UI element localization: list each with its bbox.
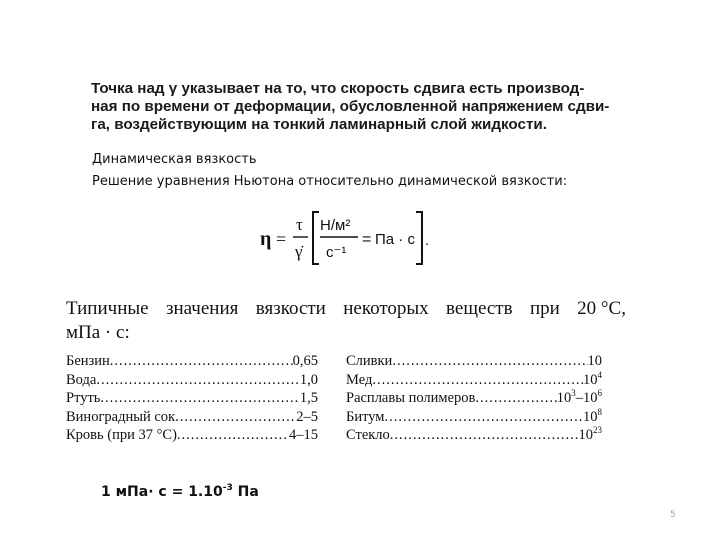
substance-name: Битум xyxy=(346,408,385,425)
substance-name: Сливки xyxy=(346,353,393,369)
formula-result: Па · с xyxy=(375,231,415,248)
formula-equals: = xyxy=(276,229,287,249)
substance-name: Кровь (при 37 °С) xyxy=(66,427,177,444)
viscosity-value: $10^8$ xyxy=(583,406,602,425)
viscosity-value: $10^3-10^6$ xyxy=(556,388,602,407)
list-item xyxy=(346,389,602,408)
formula-gamma-dot: γ̇ xyxy=(295,242,303,261)
viscosity-list-right xyxy=(346,352,602,445)
page-number: 5 xyxy=(670,510,676,520)
list-item xyxy=(66,408,318,427)
substance-name: Бензин xyxy=(66,353,110,369)
formula-unit-denominator: с⁻¹ xyxy=(326,244,347,261)
intro-line: Точка над γ указывает на то, что скорость сдвига есть производ- xyxy=(91,80,585,97)
viscosity-list-left xyxy=(66,352,318,445)
title-word: веществ xyxy=(446,298,513,319)
list-item xyxy=(66,371,318,390)
viscosity-value: 1,5 xyxy=(299,390,318,407)
title-word: значения xyxy=(165,298,239,319)
formula-equals-2: = xyxy=(362,231,372,248)
title-word: некоторых xyxy=(343,298,429,319)
formula-unit-numerator: Н/м² xyxy=(320,217,351,234)
substance-name: Виноградный сок xyxy=(66,408,176,425)
viscosity-value: 10 xyxy=(587,353,602,369)
left-bracket xyxy=(313,212,319,264)
title-line-2: мПа · с: xyxy=(66,322,130,343)
formula-tau: τ xyxy=(296,215,303,234)
list-item xyxy=(346,371,602,390)
title-word: при xyxy=(529,298,560,319)
viscosity-formula xyxy=(258,208,438,268)
list-item xyxy=(66,352,318,371)
list-item xyxy=(346,352,602,371)
intro-line: ная по времени от деформации, обусловленной напряжением сдви- xyxy=(91,98,610,115)
right-bracket xyxy=(416,212,422,264)
dynamic-viscosity-text: Решение уравнения Ньютона относительно динамической вязкости: xyxy=(92,174,568,189)
list-item xyxy=(346,408,602,427)
intro-paragraph xyxy=(91,80,636,134)
list-item xyxy=(346,426,602,445)
viscosity-value: 4–15 xyxy=(289,427,318,444)
title-word: вязкости xyxy=(255,298,326,319)
formula-eta: η xyxy=(260,228,272,250)
substance-name: Мед xyxy=(346,371,373,388)
list-item xyxy=(66,389,318,408)
list-item xyxy=(66,426,318,445)
substance-name: Расплавы полимеров xyxy=(346,390,476,407)
substance-name: Вода xyxy=(66,371,97,388)
viscosity-value: 0,65 xyxy=(292,353,318,369)
intro-line: га, воздействующим на тонкий ламинарный слой жидкости. xyxy=(91,116,547,133)
typical-values-title xyxy=(66,297,626,345)
viscosity-value: 1,0 xyxy=(299,371,318,388)
viscosity-value: $10^4$ xyxy=(583,369,602,388)
substance-name: Стекло xyxy=(346,427,390,444)
unit-equation: 1 $мПа\cdot с = 1.10^{-3}$ Па xyxy=(101,483,259,500)
viscosity-value: $10^{23}$ xyxy=(578,425,602,444)
dynamic-viscosity-title: Динамическая вязкость xyxy=(92,152,257,167)
title-word: Типичные xyxy=(66,298,149,319)
svg-text:.: . xyxy=(425,232,430,249)
viscosity-value: 2–5 xyxy=(296,408,318,425)
substance-name: Ртуть xyxy=(66,390,101,407)
title-word: 20 °С, xyxy=(577,298,626,319)
